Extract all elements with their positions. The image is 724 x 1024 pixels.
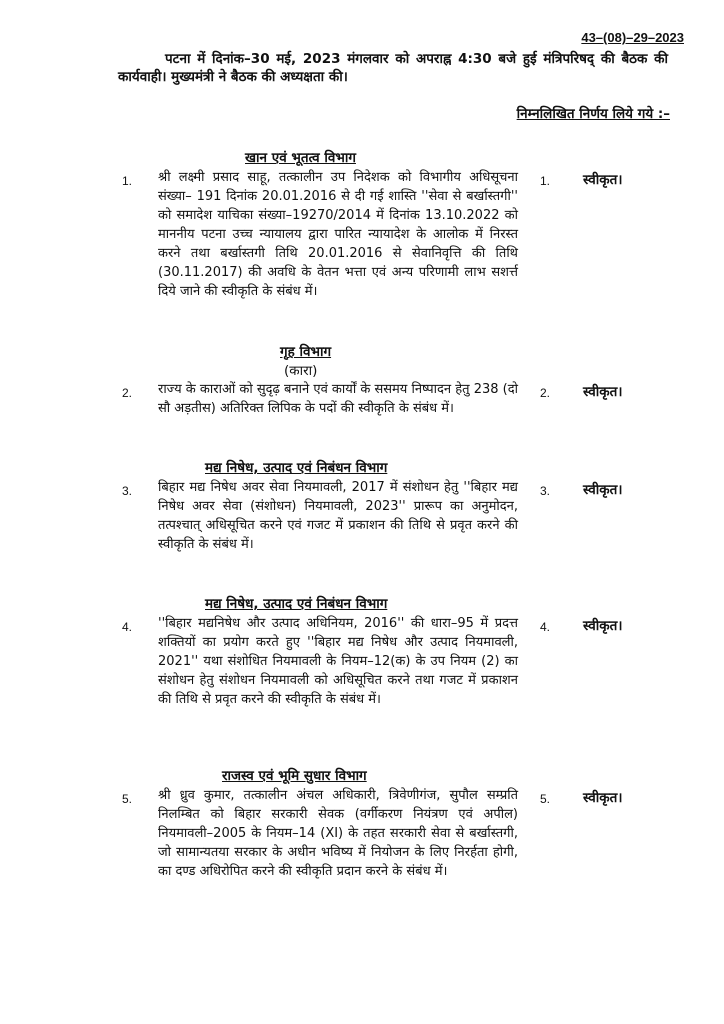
decisions-heading: निम्नलिखित निर्णय लिये गये :– (516, 106, 670, 122)
department-heading: खान एवं भूतत्व विभाग (245, 150, 356, 166)
item-number: 5. (122, 792, 133, 806)
decision-status: स्वीकृत। (583, 618, 623, 634)
decision-number: 4. (540, 620, 551, 634)
reference-number: 43–(08)–29–2023 (581, 30, 684, 45)
item-number: 3. (122, 484, 133, 498)
department-heading: मद्य निषेध, उत्पाद एवं निबंधन विभाग (205, 596, 388, 612)
decision-status: स्वीकृत। (583, 482, 623, 498)
item-number: 2. (122, 386, 133, 400)
meeting-intro: पटना में दिनांक–30 मई, 2023 मंगलवार को अपराह्न 4:30 बजे हुई मंत्रिपरिषद् की बैठक की कार्यवाही। मुख्यमंत्री ने बैठक की अध्यक्षता की। (118, 51, 668, 85)
decision-number: 2. (540, 386, 551, 400)
decision-status: स्वीकृत। (583, 790, 623, 806)
item-text: राज्य के काराओं को सुदृढ़ बनाने एवं कार्यों के ससमय निष्पादन हेतु 238 (दो सौ अड़तीस) अतिरिक्त लिपिक के पदों की स्वीकृति के संबंध में। (158, 382, 518, 416)
decision-number: 3. (540, 484, 551, 498)
item-text: ''बिहार मद्यनिषेध और उत्पाद अधिनियम, 2016'' की धारा–95 में प्रदत्त शक्तियों का प्रयोग करते हुए ''बिहार मद्य निषेध और उत्पाद नियमावली, 2021'' यथा संशोधित नियमावली के नियम–12(क) के उप नियम (2) का संशोधन हेतु संशोधन नियमावली को अधिसूचित करने तथा गजट में प्रकाशन की तिथि से प्रवृत करने की स्वीकृति के संबंध में। (158, 616, 518, 707)
department-heading: राजस्व एवं भूमि सुधार विभाग (222, 768, 367, 784)
item-number: 4. (122, 620, 133, 634)
decision-status: स्वीकृत। (583, 172, 623, 188)
department-heading: गृह विभाग (280, 344, 332, 360)
decision-status: स्वीकृत। (583, 384, 623, 400)
item-text: श्री ध्रुव कुमार, तत्कालीन अंचल अधिकारी, त्रिवेणीगंज, सुपौल सम्प्रति निलम्बित को बिहार सरकारी सेवक (वर्गीकरण नियंत्रण एवं अपील) नियमावली–2005 के नियम–14 (XI) के तहत सरकारी सेवा से बर्खास्तगी, जो सामान्यतया सरकार के अधीन भविष्य में नियोजन के लिए निरर्हता होगी, का दण्ड अधिरोपित करने की स्वीकृति प्रदान करने के संबंध में। (158, 788, 518, 879)
item-text: श्री लक्ष्मी प्रसाद साहू, तत्कालीन उप निदेशक को विभागीय अधिसूचना संख्या– 191 दिनांक 20.01.2016 से दी गई शास्ति ''सेवा से बर्खास्तगी'' को समादेश याचिका संख्या–19270/2014 में दिनांक 13.10.2022 को माननीय पटना उच्च न्यायालय द्वारा पारित न्यायादेश के आलोक में निरस्त करने तथा बर्खास्तगी तिथि 20.01.2016 से सेवानिवृत्ति की तिथि (30.11.2017) की अवधि के वेतन भत्ता एवं अन्य परिणामी लाभ सशर्त्त दिये जाने की स्वीकृति के संबंध में। (158, 170, 518, 299)
sub-department: (कारा) (284, 363, 318, 379)
item-text: बिहार मद्य निषेध अवर सेवा नियमावली, 2017 में संशोधन हेतु ''बिहार मद्य निषेध अवर सेवा (संशोधन) नियमावली, 2023'' प्रारूप का अनुमोदन, तत्पश्चात् अधिसूचित करने एवं गजट में प्रकाशन की तिथि से प्रवृत करने की स्वीकृति के संबंध में। (158, 480, 518, 552)
department-heading: मद्य निषेध, उत्पाद एवं निबंधन विभाग (205, 460, 388, 476)
item-number: 1. (122, 174, 133, 188)
decision-number: 5. (540, 792, 551, 806)
decision-number: 1. (540, 174, 551, 188)
